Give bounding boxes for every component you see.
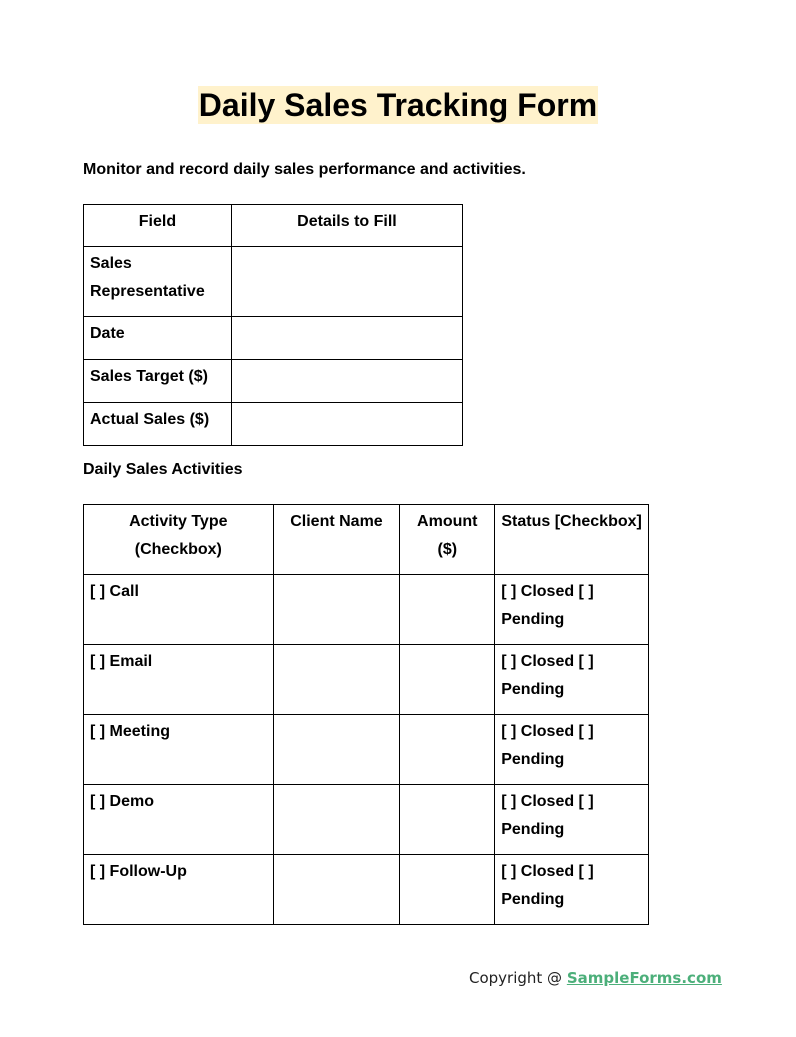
page-title: Daily Sales Tracking Form	[198, 87, 598, 123]
info-field-label: Sales Representative	[84, 247, 232, 317]
client-cell[interactable]	[273, 645, 400, 715]
activity-cell[interactable]: [ ] Meeting	[84, 715, 274, 785]
amount-cell[interactable]	[400, 855, 495, 925]
amount-cell[interactable]	[400, 575, 495, 645]
activities-table	[83, 504, 649, 925]
activity-cell[interactable]: [ ] Call	[84, 575, 274, 645]
info-field-value[interactable]	[231, 247, 462, 317]
section-title: Daily Sales Activities	[83, 461, 243, 478]
info-table	[83, 204, 463, 446]
table-row	[84, 317, 463, 360]
header-client-name: Client Name	[273, 505, 400, 575]
amount-cell[interactable]	[400, 715, 495, 785]
info-table-header	[84, 205, 463, 247]
copyright-text: Copyright @	[469, 969, 567, 987]
activity-cell[interactable]: [ ] Email	[84, 645, 274, 715]
client-cell[interactable]	[273, 855, 400, 925]
header-status: Status [Checkbox]	[495, 505, 649, 575]
page-subtitle: Monitor and record daily sales performance and activities.	[83, 161, 526, 178]
header-activity-type: Activity Type (Checkbox)	[84, 505, 274, 575]
table-row	[84, 645, 649, 715]
client-cell[interactable]	[273, 715, 400, 785]
status-cell[interactable]: [ ] Closed [ ] Pending	[495, 575, 649, 645]
copyright-footer	[469, 968, 722, 988]
info-field-value[interactable]	[231, 403, 462, 446]
activities-table-header	[84, 505, 649, 575]
amount-cell[interactable]	[400, 645, 495, 715]
table-row	[84, 247, 463, 317]
table-row	[84, 360, 463, 403]
info-field-label: Date	[84, 317, 232, 360]
amount-cell[interactable]	[400, 785, 495, 855]
activity-cell[interactable]: [ ] Demo	[84, 785, 274, 855]
info-field-label: Actual Sales ($)	[84, 403, 232, 446]
header-amount: Amount ($)	[400, 505, 495, 575]
info-header-field: Field	[84, 205, 232, 247]
status-cell[interactable]: [ ] Closed [ ] Pending	[495, 785, 649, 855]
client-cell[interactable]	[273, 785, 400, 855]
activity-cell[interactable]: [ ] Follow-Up	[84, 855, 274, 925]
info-field-label: Sales Target ($)	[84, 360, 232, 403]
status-cell[interactable]: [ ] Closed [ ] Pending	[495, 645, 649, 715]
table-row	[84, 855, 649, 925]
table-row	[84, 575, 649, 645]
info-field-value[interactable]	[231, 317, 462, 360]
client-cell[interactable]	[273, 575, 400, 645]
info-header-details: Details to Fill	[231, 205, 462, 247]
status-cell[interactable]: [ ] Closed [ ] Pending	[495, 715, 649, 785]
title-container	[0, 86, 796, 124]
info-field-value[interactable]	[231, 360, 462, 403]
status-cell[interactable]: [ ] Closed [ ] Pending	[495, 855, 649, 925]
table-row	[84, 785, 649, 855]
table-row	[84, 715, 649, 785]
table-row	[84, 403, 463, 446]
sampleforms-link[interactable]: SampleForms.com	[566, 969, 722, 987]
